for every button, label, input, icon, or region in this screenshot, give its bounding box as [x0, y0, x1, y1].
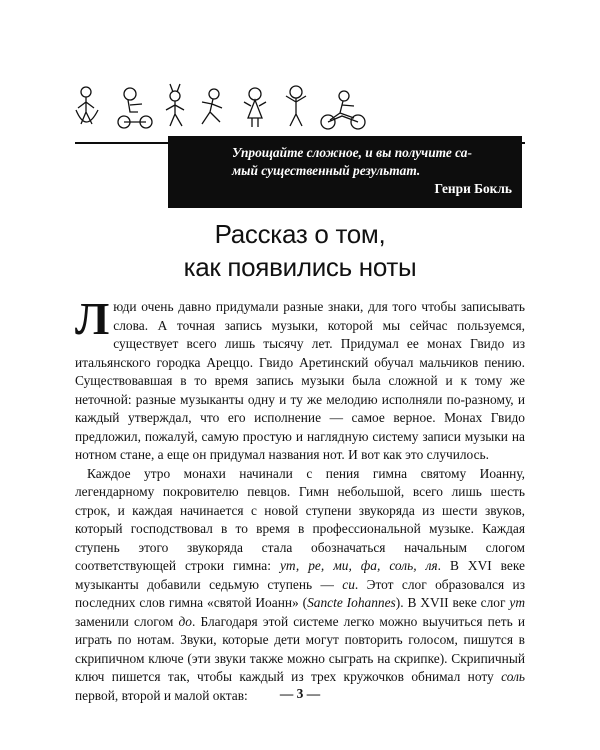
paragraph-2 [75, 465, 525, 706]
paragraph-2-text-e: заменили слогом [75, 613, 179, 629]
paragraph-2-text-c: . Этот слог образовался из последних слов гимна «святой Иоанн» ( [75, 576, 525, 610]
paragraph-1 [75, 293, 525, 465]
syllable-do: до [178, 613, 192, 629]
syllable-si: си [342, 576, 355, 592]
chapter-title-line-1: Рассказ о том, [214, 219, 386, 249]
child-with-bunny-ears-icon [166, 84, 184, 126]
child-on-bicycle-icon [321, 91, 365, 129]
child-waving-icon [286, 86, 306, 126]
child-skipping-rope-icon [76, 87, 98, 124]
article-body [75, 293, 525, 705]
latin-phrase: Sancte Iohannes [307, 595, 396, 610]
paragraph-2-text-g: первой, второй и малой октав: [75, 687, 248, 703]
child-in-dress-icon [244, 88, 266, 127]
epigraph-box [168, 136, 522, 208]
paragraph-2-text-f: . Благодаря этой системе легко можно выучиться петь и играть по нотам. Звуки, которые дети могут повторить голосом, пишутся в скрипичном ключе (эти звуки также можно сыграть на скрипке). Скрипичный ключ пишется так, чтобы каждый из трех кружочков обнимал ноту [75, 613, 525, 684]
syllable-ut: ут [509, 595, 525, 610]
paragraph-2-text-a: Каждое утро монахи начинали с пения гимна святому Иоанну, легендарному покровителю певцов. Гимн небольшой, всего лишь шесть строк, и каждая начинается с новой ступени звукоряда из шести звуков, который господствовал в то время в профессиональной музыке. Каждая ступень этого звукоряда стала обозначаться начальным слогом соответствующей строки гимна: [75, 465, 525, 573]
note-sol: соль [501, 669, 525, 684]
children-illustration-strip [72, 80, 372, 132]
note-syllables: ут, ре, ми, фа, соль, ля [279, 558, 438, 573]
paragraph-2-text-b: . В XVI веке музыканты добавили седьмую ступень — [75, 558, 525, 592]
paragraph-2-text-d: ). В XVII веке слог [395, 595, 510, 610]
chapter-title-line-2: как появились ноты [183, 252, 417, 282]
drop-cap: Л [75, 293, 110, 344]
epigraph-author: Генри Бокль [434, 181, 512, 196]
epigraph-quote-line-2: мый существенный результат. [232, 163, 421, 178]
chapter-title [75, 218, 525, 284]
epigraph-quote-line-1: Упрощайте сложное, и вы получите са- [232, 145, 472, 160]
page-number: — 3 — [279, 686, 321, 701]
child-running-icon [202, 89, 222, 124]
paragraph-1-text: юди очень давно придумали разные знаки, для того чтобы записывать слова. А точная запись музыки, которой мы сейчас пользуемся, существует всего лишь тысячу лет. Придумал ее монах Гвидо из итальянского городка Ареццо. Гвидо Аретинский обучал мальчиков пению. Существовавшая в то время запись музыки была сложной и к тому же неточной: разные музыканты одну и ту же мелодию исполняли по-разному, и каждый утверждал, что его исполнение — самое верное. Монах Гвидо предложил, пожалуй, самую простую и наглядную систему записи музыки на нотном стане, а еще он придумал названия нот. И вот как это случилось. [75, 299, 525, 462]
child-on-tricycle-icon [118, 88, 152, 128]
